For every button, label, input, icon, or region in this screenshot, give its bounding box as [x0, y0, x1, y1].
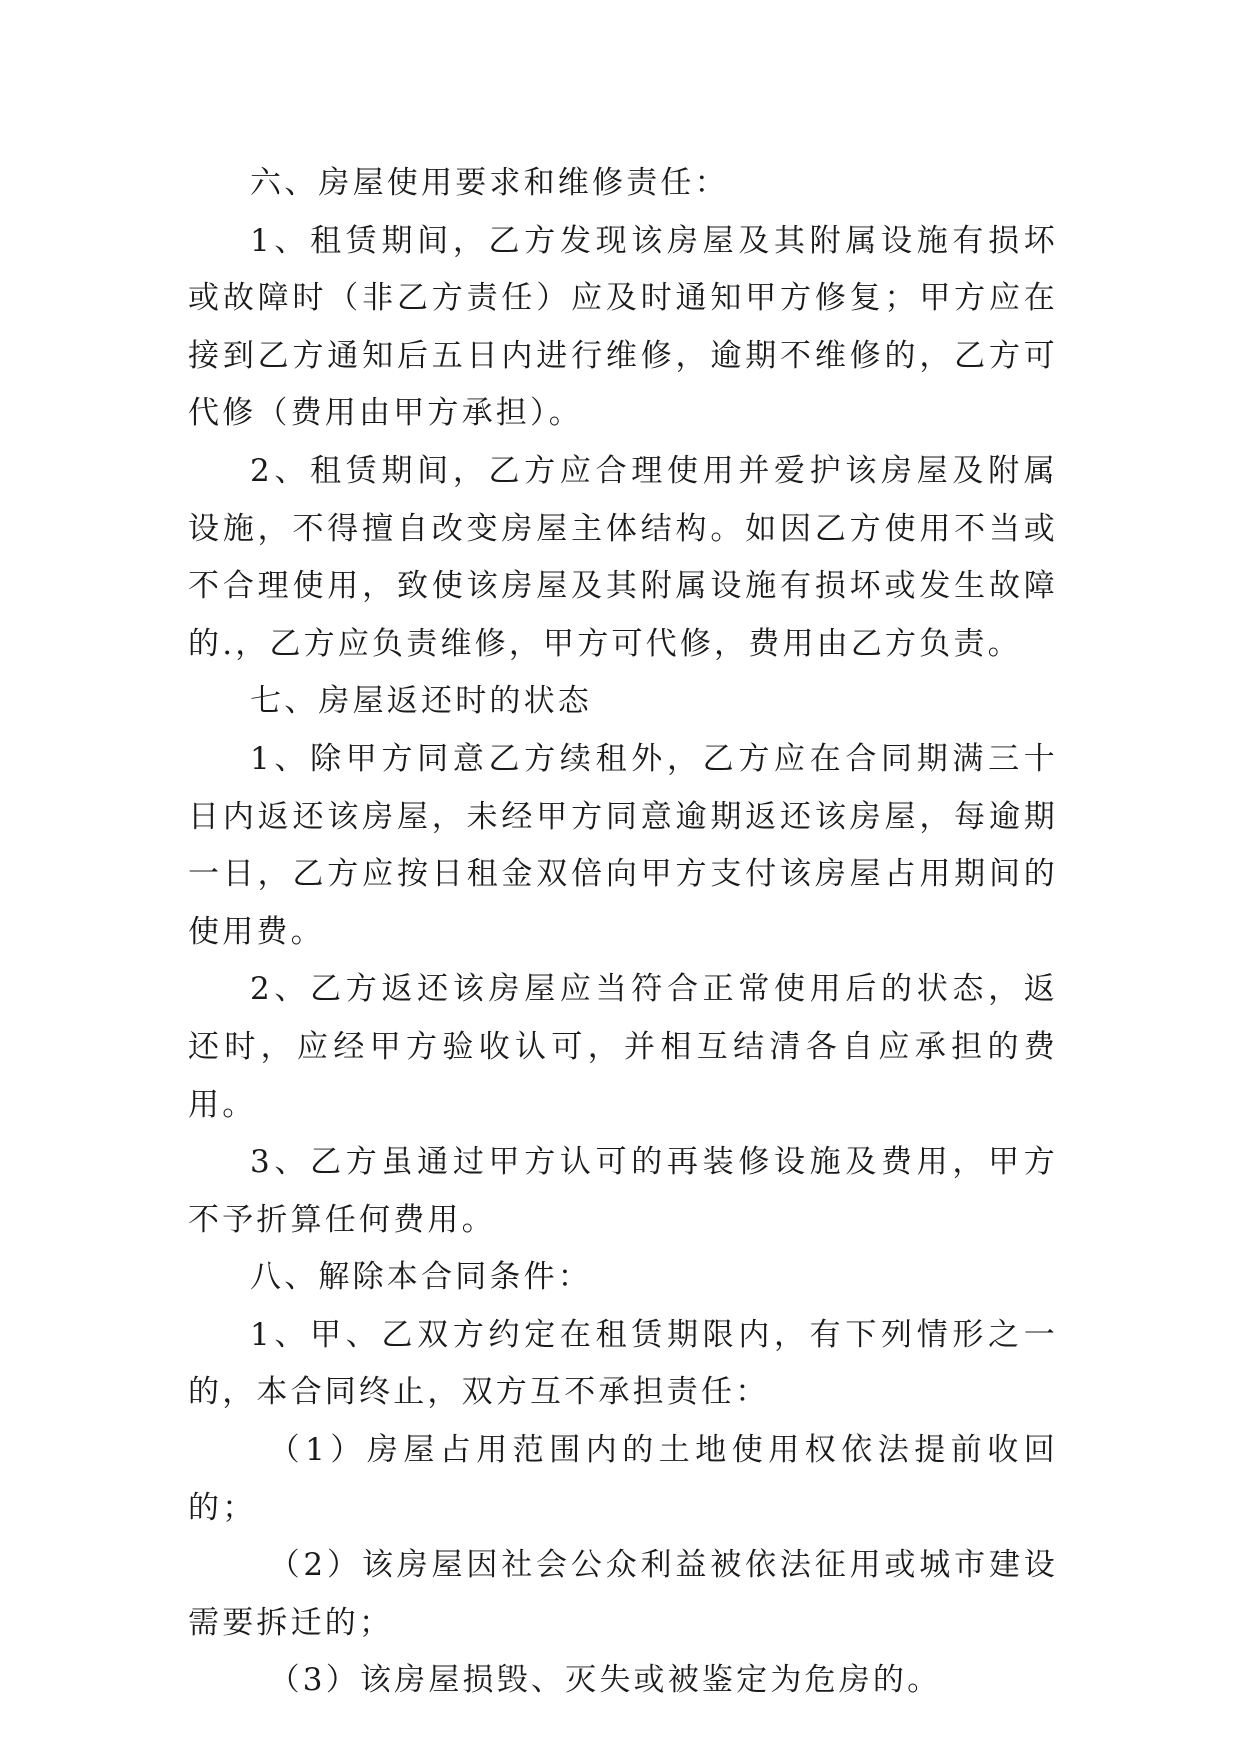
clause-8-1-item-2: （2）该房屋因社会公众利益被依法征用或城市建设需要拆迁的； [188, 1547, 1058, 1641]
section-heading-6: 六、房屋使用要求和维修责任： [250, 165, 729, 201]
clause-7-1: 1、除甲方同意乙方续租外，乙方应在合同期满三十日内返还该房屋，未经甲方同意逾期返还该房屋，每逾期一日，乙方应按日租金双倍向甲方支付该房屋占用期间的使用费。 [188, 740, 1058, 950]
section-heading-7: 七、房屋返还时的状态 [250, 683, 592, 720]
document-body [188, 155, 1058, 1710]
section-heading-8: 八、解除本合同条件： [250, 1259, 592, 1296]
clause-8-1: 1、甲、乙双方约定在租赁期限内，有下列情形之一的，本合同终止，双方互不承担责任： [188, 1316, 1058, 1411]
clause-8-1-item-1: （1）房屋占用范围内的土地使用权依法提前收回的； [188, 1432, 1058, 1526]
clause-7-2: 2、乙方返还该房屋应当符合正常使用后的状态，返还时，应经甲方验收认可，并相互结清各自应承担的费用。 [188, 971, 1058, 1123]
clause-6-1: 1、租赁期间，乙方发现该房屋及其附属设施有损坏或故障时（非乙方责任）应及时通知甲方修复；甲方应在接到乙方通知后五日内进行维修，逾期不维修的，乙方可代修（费用由甲方承担）。 [188, 222, 1058, 432]
clause-6-2: 2、租赁期间，乙方应合理使用并爱护该房屋及附属设施，不得擅自改变房屋主体结构。如因乙方使用不当或不合理使用，致使该房屋及其附属设施有损坏或发生故障的.，乙方应负责维修，甲方可代修，费用由乙方负责。 [188, 452, 1058, 662]
clause-7-3: 3、乙方虽通过甲方认可的再装修设施及费用，甲方不予折算任何费用。 [188, 1144, 1058, 1238]
clause-8-1-item-3: （3）该房屋损毁、灭失或被鉴定为危房的。 [268, 1662, 942, 1699]
